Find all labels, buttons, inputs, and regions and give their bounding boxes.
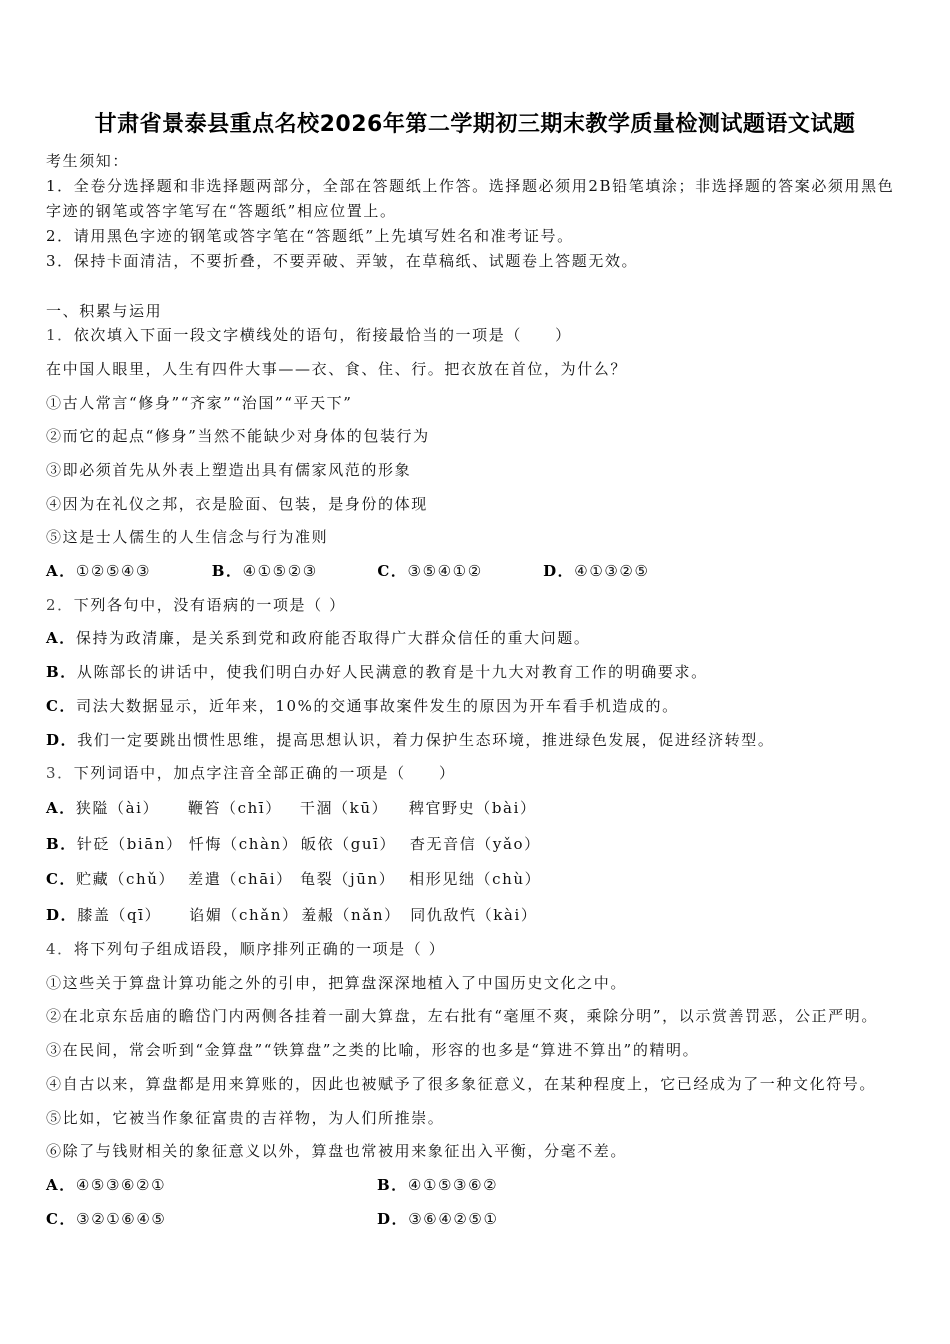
- option-a: [46, 622, 898, 656]
- question-4: [46, 933, 898, 1236]
- question-stem-text: 将下列句子组成语段，顺序排列正确的一项是（ ）: [73, 940, 446, 958]
- notice-item-2: [46, 224, 898, 249]
- option-b: [377, 1169, 708, 1203]
- sentence-item-3: ③在民间，常会听到“金算盘”“铁算盘”之类的比喻，形容的也多是“算进不算出”的精明。: [46, 1041, 700, 1060]
- option-text: ④⑤③⑥②①: [75, 1175, 167, 1194]
- option-b: [212, 555, 378, 589]
- option-text: ①②⑤④③: [75, 562, 152, 581]
- option-text: 从陈部长的讲话中，使我们明白办好人民满意的教育是十九大对教育工作的明确要求。: [76, 663, 708, 682]
- notice-item-3: [46, 249, 898, 274]
- sentence-item-5: ⑤这是士人儒生的人生信念与行为准则: [46, 528, 329, 547]
- word-pinyin: 狭隘（ài）: [75, 799, 160, 817]
- option-label: C．: [377, 562, 408, 581]
- question-number: 3．: [46, 764, 74, 783]
- option-label: C．: [46, 870, 77, 888]
- option-label: A．: [46, 799, 76, 817]
- option-label: B．: [46, 834, 77, 853]
- word-pinyin: 膝盖（qī）: [77, 905, 162, 924]
- sentence-item-6: ⑥除了与钱财相关的象征意义以外，算盘也常被用来象征出入平衡，分毫不差。: [46, 1142, 628, 1161]
- section-heading: 一、积累与运用: [46, 301, 163, 320]
- options-row: [46, 1203, 898, 1237]
- sentence-item-2: ②而它的起点“修身”当然不能缺少对身体的包装行为: [46, 427, 430, 446]
- question-stem: [46, 933, 898, 967]
- question-number: 4．: [46, 940, 74, 958]
- option-label: D．: [543, 562, 575, 581]
- notice-item-number: 1．: [46, 176, 74, 195]
- option-label: D．: [377, 1209, 409, 1228]
- option-label: D．: [46, 730, 78, 749]
- question-stem-text: 下列各句中，没有语病的一项是（ ）: [73, 595, 346, 614]
- option-text: 我们一定要跳出惯性思维，提高思想认识，着力保护生态环境，推进绿色发展，促进经济转型。: [77, 730, 775, 749]
- option-text: ④①⑤③⑥②: [407, 1175, 499, 1194]
- option-a: [46, 555, 212, 589]
- option-text: ③②①⑥④⑤: [76, 1209, 167, 1228]
- notice-heading: 考生须知：: [46, 151, 130, 170]
- notice-item-number: 2．: [46, 226, 74, 245]
- word-pinyin: 羞赧（nǎn）: [301, 905, 401, 924]
- notice-item-text: 全卷分选择题和非选择题两部分，全部在答题纸上作答。选择题必须用2B铅笔填涂；非选择题的答案必须用黑色字迹的钢笔或答字笔写在“答题纸”相应位置上。: [46, 176, 895, 220]
- option-d: [377, 1203, 708, 1237]
- sentence-item-4: ④自古以来，算盘都是用来算账的，因此也被赋予了很多象征意义，在某种程度上，它已经成为了一种文化符号。: [46, 1074, 877, 1093]
- sentence-item-1: ①这些关于算盘计算功能之外的引申，把算盘深深地植入了中国历史文化之中。: [46, 973, 628, 992]
- option-d: [46, 724, 898, 758]
- option-c: [46, 862, 898, 898]
- word-pinyin: 贮藏（chǔ）: [76, 870, 176, 888]
- word-pinyin: 同仇敌忾（kài）: [410, 905, 538, 924]
- option-text: ④①⑤②③: [242, 562, 318, 581]
- option-label: D．: [46, 905, 78, 924]
- word-pinyin: 稗官野史（bài）: [408, 799, 537, 817]
- option-label: A．: [46, 629, 76, 648]
- option-text: 司法大数据显示，近年来，10%的交通事故案件发生的原因为开车看手机造成的。: [76, 696, 679, 715]
- option-text: 保持为政清廉，是关系到党和政府能否取得广大群众信任的重大问题。: [75, 629, 591, 648]
- question-stem: [46, 319, 898, 353]
- notice-item-1: [46, 174, 898, 224]
- option-a: [46, 1169, 377, 1203]
- word-pinyin: 鞭笞（chī）: [187, 799, 282, 817]
- candidate-notice: [46, 149, 898, 274]
- notice-item-text: 请用黑色字迹的钢笔或答字笔在“答题纸”上先填写姓名和准考证号。: [73, 226, 574, 245]
- option-d: [46, 898, 898, 934]
- notice-item-number: 3．: [46, 251, 74, 270]
- question-3: [46, 757, 898, 933]
- word-pinyin: 龟裂（jūn）: [300, 870, 396, 888]
- sentence-item-4: ④因为在礼仪之邦，衣是脸面、包装，是身份的体现: [46, 494, 428, 513]
- options-row: [46, 555, 898, 589]
- question-stem: [46, 589, 898, 623]
- question-number: 1．: [46, 326, 74, 345]
- option-c: [46, 690, 898, 724]
- word-pinyin: 谄媚（chǎn）: [189, 905, 299, 924]
- question-stem-text: 依次填入下面一段文字横线处的语句，衔接最恰当的一项是（ ）: [73, 326, 572, 345]
- option-label: B．: [377, 1175, 408, 1194]
- options-row: [46, 1169, 898, 1203]
- sentence-item-2: ②在北京东岳庙的瞻岱门内两侧各挂着一副大算盘，左右批有“毫厘不爽，乘除分明”，以示赏善罚恶，公正严明。: [46, 1007, 878, 1026]
- option-a: [46, 791, 898, 827]
- question-stem: [46, 757, 898, 791]
- option-label: B．: [211, 562, 243, 581]
- option-b: [46, 827, 898, 863]
- notice-item-text: 保持卡面清洁，不要折叠，不要弄破、弄皱，在草稿纸、试题卷上答题无效。: [73, 251, 639, 270]
- question-2: [46, 589, 898, 758]
- option-b: [46, 656, 898, 690]
- option-label: C．: [46, 696, 77, 715]
- sentence-item-3: ③即必须首先从外表上塑造出具有儒家风范的形象: [46, 460, 412, 479]
- question-stem-text: 下列词语中，加点字注音全部正确的一项是（ ）: [73, 764, 456, 783]
- sentence-item-1: ①古人常言“修身”“齐家”“治国”“平天下”: [46, 393, 353, 412]
- option-label: A．: [46, 1175, 76, 1194]
- option-text: ③⑤④①②: [407, 562, 483, 581]
- option-label: C．: [46, 1209, 77, 1228]
- option-text: ③⑥④②⑤①: [408, 1209, 499, 1228]
- word-pinyin: 皈依（guī）: [300, 834, 397, 853]
- sentence-item-5: ⑤比如，它被当作象征富贵的吉祥物，为人们所推崇。: [46, 1108, 445, 1127]
- option-label: A．: [46, 562, 76, 581]
- word-pinyin: 杳无音信（yǎo）: [409, 834, 541, 853]
- option-c: [377, 555, 543, 589]
- question-number: 2．: [46, 595, 74, 614]
- question-1: [46, 319, 898, 589]
- word-pinyin: 针砭（biān）: [76, 834, 183, 853]
- question-passage: 在中国人眼里，人生有四件大事——衣、食、住、行。把衣放在首位，为什么？: [46, 359, 628, 378]
- word-pinyin: 忏悔（chàn）: [188, 834, 299, 853]
- word-pinyin: 差遣（chāi）: [188, 870, 293, 888]
- option-c: [46, 1203, 377, 1237]
- option-d: [543, 555, 709, 589]
- option-text: ④①③②⑤: [574, 562, 650, 581]
- word-pinyin: 相形见绌（chù）: [409, 870, 542, 888]
- word-pinyin: 干涸（kū）: [299, 799, 389, 817]
- exam-content: [46, 149, 898, 1237]
- option-label: B．: [46, 663, 77, 682]
- exam-title: 甘肃省景泰县重点名校2026年第二学期初三期末教学质量检测试题语文试题: [94, 112, 856, 137]
